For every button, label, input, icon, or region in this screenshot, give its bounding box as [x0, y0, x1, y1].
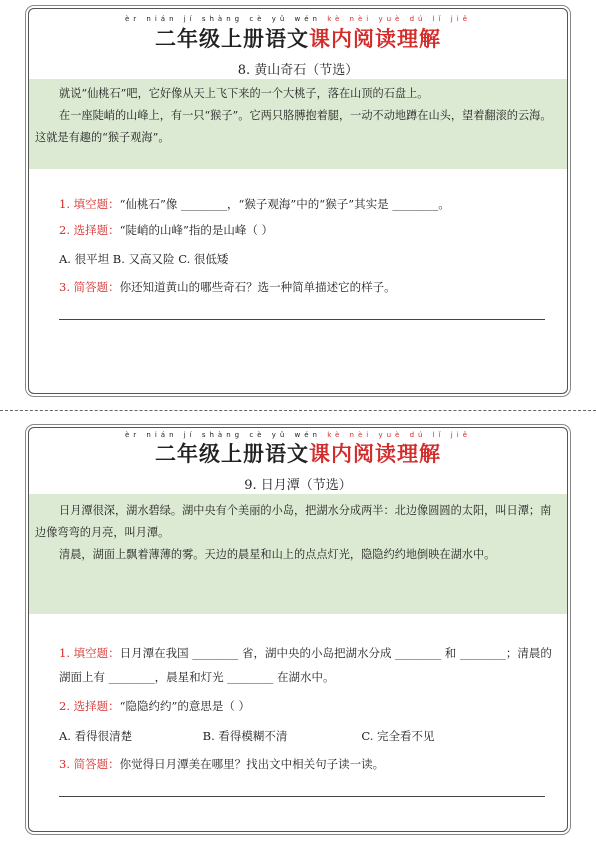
reading-passage — [29, 79, 567, 169]
lesson-title: 9. 日月潭（节选） — [244, 478, 352, 493]
reading-passage — [29, 494, 567, 614]
question-label: 1. 填空题： — [59, 197, 120, 211]
page-title — [29, 23, 567, 53]
answer-line[interactable] — [59, 319, 545, 320]
title-pinyin-black: èr nián jí shàng cè yǔ wén — [124, 15, 321, 23]
question-label: 1. 填空题： — [59, 646, 120, 660]
question-label: 3. 简答题： — [59, 280, 120, 294]
lesson-title: 8. 黄山奇石（节选） — [237, 63, 359, 78]
question-choice — [59, 220, 559, 240]
question-text: 你觉得日月潭美在哪里？找出文中相关句子读一读。 — [119, 757, 385, 771]
page-title — [29, 438, 567, 468]
passage-paragraph: 在一座陡峭的山峰上，有一只“猴子”。它两只胳膊抱着腿，一动不动地蹲在山头，望着翻滚的云海。这就是有趣的“猴子观海”。 — [35, 109, 552, 144]
title-pinyin-black: èr nián jí shàng cè yǔ wén — [124, 431, 321, 439]
option-b: B. 看得模糊不清 — [202, 729, 288, 743]
question-text: 日月潭在我国 ________ 省，湖中央的小岛把湖水分成 ________ 和 ________；清晨的湖面上有 ________，晨星和灯光 ________ 在湖水中。 — [59, 646, 552, 684]
cut-line — [0, 410, 596, 411]
choice-options — [59, 726, 559, 746]
question-short-answer — [59, 754, 559, 774]
question-text: “陡峭的山峰”指的是山峰（ ） — [119, 223, 274, 237]
choice-options: A. 很平坦 B. 又高又险 C. 很低矮 — [59, 252, 229, 266]
question-fill-blank — [59, 194, 559, 214]
question-fill-blank — [59, 641, 559, 689]
title-red-part: 课内阅读理解 — [309, 441, 441, 466]
title-red-part: 课内阅读理解 — [309, 26, 441, 51]
option-a: A. 看得很清楚 — [59, 729, 133, 743]
title-pinyin-red: kè nèi yuè dú lǐ jiě — [327, 431, 471, 439]
title-black-part: 二年级上册语文 — [155, 441, 309, 466]
question-choice — [59, 696, 559, 716]
passage-paragraph: 就说“仙桃石”吧，它好像从天上飞下来的一个大桃子，落在山顶的石盘上。 — [59, 87, 429, 100]
option-c: C. 完全看不见 — [361, 729, 435, 743]
question-text: “隐隐约约”的意思是（ ） — [119, 699, 251, 713]
answer-line[interactable] — [59, 796, 545, 797]
title-pinyin-red: kè nèi yuè dú lǐ jiě — [327, 15, 471, 23]
title-pinyin — [29, 15, 567, 23]
worksheet-card-2 — [28, 427, 568, 832]
question-short-answer — [59, 277, 559, 297]
passage-paragraph: 日月潭很深，湖水碧绿。湖中央有个美丽的小岛，把湖水分成两半：北边像圆圆的太阳，叫日潭；南边像弯弯的月亮，叫月潭。 — [35, 504, 552, 539]
question-label: 2. 选择题： — [59, 699, 120, 713]
question-label: 3. 简答题： — [59, 757, 120, 771]
title-black-part: 二年级上册语文 — [155, 26, 309, 51]
passage-paragraph: 清晨，湖面上飘着薄薄的雾。天边的晨星和山上的点点灯光，隐隐约约地倒映在湖水中。 — [59, 548, 496, 561]
worksheet-card-1 — [28, 8, 568, 394]
question-text: “仙桃石”像 ________，“猴子观海”中的“猴子”其实是 ________。 — [119, 197, 450, 211]
question-text: 你还知道黄山的哪些奇石？选一种简单描述它的样子。 — [119, 280, 396, 294]
question-label: 2. 选择题： — [59, 223, 120, 237]
